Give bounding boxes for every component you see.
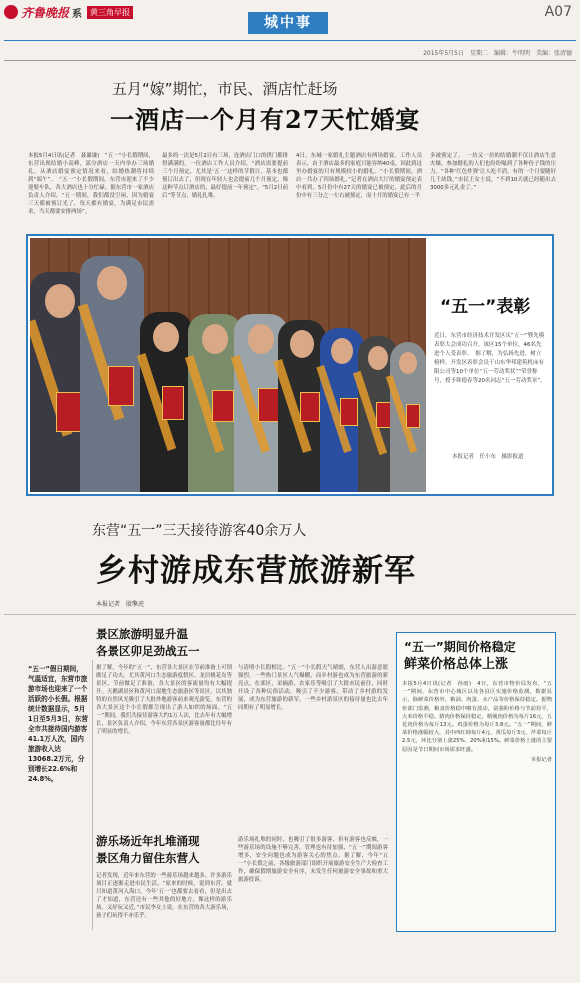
story2-rule <box>4 614 576 615</box>
story2-subhead1 <box>96 626 200 660</box>
price-credit: 本报记者 <box>530 756 552 763</box>
price-box-headline <box>404 638 552 674</box>
price-headline-line2: 鲜菜价格总体上涨 <box>404 657 509 672</box>
praise-body: 近日，东营市经济技术开发区庆“五一”暨先模表彰大会成功召开，该区15个单位，46名先进个人受表彰。 据了解，为弘扬先进、树立榜样，开发区表彰会员干山东华邦建筑机床有限公司等10个单位“五一劳动奖状”“荣誉称号，授予韩德春等20名同志“五一劳动奖章”。 <box>434 333 546 384</box>
story2-col2: 与清明小长假相比，“五一”小长假天气晴朗，东营人出游意愿强烈，一些热门景区人气爆棚，而乡村游也成为东营旅游的新亮点，在郊区，采摘游、农家乐等吸引了大批市民前往，同时开设了各种民俗活动，吸引了不少游客，带动了乡村游的发展，成为东营旅游的新军，一些乡村游景区的接待量也比去年同期有了明显增长。 <box>238 665 388 711</box>
story2-subhead2-line2: 景区角力留住东营人 <box>96 851 200 865</box>
story2-kicker: 东营“五一”三天接待游客40余万人 <box>92 523 307 539</box>
masthead <box>0 0 580 44</box>
dateline-rule <box>4 60 576 61</box>
story2-subhead2 <box>96 833 200 867</box>
story2-byline: 本报记者 殷擎虎 <box>96 601 145 608</box>
person <box>140 312 192 492</box>
story2-subhead1-line1: 景区旅游明显升温 <box>96 627 188 641</box>
story1-kicker: 五月“嫁”期忙，市民、酒店忙赶场 <box>112 80 338 98</box>
price-box <box>396 632 556 932</box>
story2-col4: 游乐场扎堆的同时，也吸引了很多游客，但有游客也反映，一些游乐场的设施不够完善，管理也有待加强，“五一”期间游客增多，安全问题也成为游客关心的焦点。据了解，今年“五一”小长假之前，各级旅游部门组织开展旅游安全生产大检查工作，确保假期旅游安全有序，未发生任何旅游安全事故和重大旅游投诉。 <box>238 837 388 883</box>
masthead-rule <box>4 40 576 41</box>
person <box>390 342 426 492</box>
paper-seal-icon <box>4 5 18 19</box>
praise-credit: 本报记者 任小东 摄影报道 <box>452 454 524 460</box>
story1-col1: 本报5月4日讯(记者 聂谦谦) “五一”小长假期间，东营出现结婚小高峰，部分酒店一天内举办三场婚礼，从酒店婚宴预定情况来看，结婚热潮将持续到“端午”。 “五一”小长假期间，东营市迎来了不少迎娶车队，各大酒店也十分忙碌。据东营市一家酒店负责人介绍，“五一期间，我们都没空闲，因为婚宴三天都被预订光了，每天都有婚宴，为满足市民需求，当天都要安排两场”。 <box>28 153 154 215</box>
story1-col3: 4日，东城一家婚礼主题酒店有两场婚宴。工作人员表示，由于酒店最多的家庭只能容纳40桌，因此到这里办婚宴的只有规模较小的婚礼。“小长假期间，酒店一共办了四场婚礼，”记者在酒店大厅的婚宴预定表中看到，5月份中有27天的婚宴已被预定，此后的月份中有三分之一左右被预定，而十月的婚宴已有一半 <box>296 153 422 199</box>
story2-col3: 记者发现，近年来东营的一些游乐场越来越多，许多游乐项目正逐渐走进市民生活。“原来的时候，说到东营，就只知道黄河入海口，今年‘五一’也都要去看看，但是出去了才知道，东营还有一些其他的好地方，像这样的游乐场，又好玩又近，”市民李女士说。在东营的各大游乐场，孩子们玩得不亦乐乎。 <box>96 873 232 919</box>
story1-col4: 多被预定了。 一坊又一坊的结婚潮不仅让酒店生意火爆，参加婚礼的人们也纷纷嘬到了各种份子钱的压力。“各种‘红色炸弹’让人吃不消，有的一个月要随好几千块钱，”市民王女士说，“不到10天就已经随出去3000多元礼金了。” <box>430 153 556 191</box>
praise-title: “五一”表彰 <box>440 297 531 317</box>
paper-logo <box>4 4 133 20</box>
story2-col1: 据了解，今年的“五一”，东营各大景区在节前准备上可谓做足了功夫。尤其黄河口生态旅游度假区、龙居桃花岛等景区，节前做足了准备，各大景区的客流量均有大幅提升。天鹅湖景区和黄河口湿地生态旅游区等景区，以其独特的自然风光吸引了大批外地游客前来观光游览，东营的各大景区这个小长假都呈现出了游人如织的场面。“五一”期间，我们共接待游客大约1万人次，比去年有大幅增长，景区负责人介绍，今年东营各景区游客量都比往年有了明显的增长。 <box>96 665 232 735</box>
paper-edition: 系 <box>72 8 83 20</box>
story1-headline: 一酒店一个月有27天忙婚宴 <box>110 105 421 134</box>
award-photo <box>30 238 426 492</box>
section-title: 城中事 <box>248 12 328 34</box>
page-number: A07 <box>544 4 572 20</box>
story2-subhead1-line2: 各景区卯足劲战五一 <box>96 644 200 658</box>
price-headline-line1: “五一”期间价格稳定 <box>404 640 516 654</box>
price-box-body <box>402 680 552 764</box>
person <box>80 256 144 492</box>
paper-name: 齐鲁晚报 <box>21 5 70 20</box>
story2-headline: 乡村游成东营旅游新军 <box>96 553 416 589</box>
story1-col2: 最多的一次是5月2日有三场，连酒店门口的拱门都排得满满的，一位酒店工作人员介绍，“酒店需要提前三个月预定，尤其是‘五一’这样的节假日，基本也都预订出去了，但现在年轻人也会提前几个月预定，像这种节点订酒店的，最好提前一年预定”，“5月2日前后”等节点，婚礼扎堆。 <box>162 153 288 199</box>
price-body-text: 本报5月4日讯(记者 孙雨) 4日，东营市物价局发布，“五一”期间，东营市中心城区以及各县区实施价格监测，数据显示，除鲜菜价格外，粮油、肉蛋、水产品等价格保持稳定。据物价部门监测，粮食价格稳中略有波动，富强粉价格与节前持平，大米价格平稳。猪肉价格保持稳定，精瘦肉价格为每斤16元，五花肉价格为每斤13元。鸡蛋价格为每斤3.8元。“五一”期间，鲜菜价格涨幅较大，其中西红柿每斤4元、黄瓜每斤3元、芹菜每斤2.5元，环比分别上涨25%、20%和15%。鲜菜价格上涨的主要原因是节日期间市场需求旺盛。 <box>402 681 552 753</box>
story2-subhead2-line1: 游乐场近年扎堆涌现 <box>96 834 200 848</box>
tourism-summary: “五一”假日期间，气温适宜，东营市旅游市场也迎来了一个活跃的小长假。根据统计数据显示，5月1日至5月3日，东营全市共接待国内游客41.1万人次，国内旅游收入达13068.2万元，分别增长22.6%和24.8%。 <box>28 665 88 783</box>
person <box>278 320 326 492</box>
column-divider <box>92 660 93 930</box>
dateline: 2015年5月5日 星期二 编辑：牛明明 美编：张清德 <box>423 50 572 57</box>
section-tag: 黄三角早报 <box>87 6 133 19</box>
